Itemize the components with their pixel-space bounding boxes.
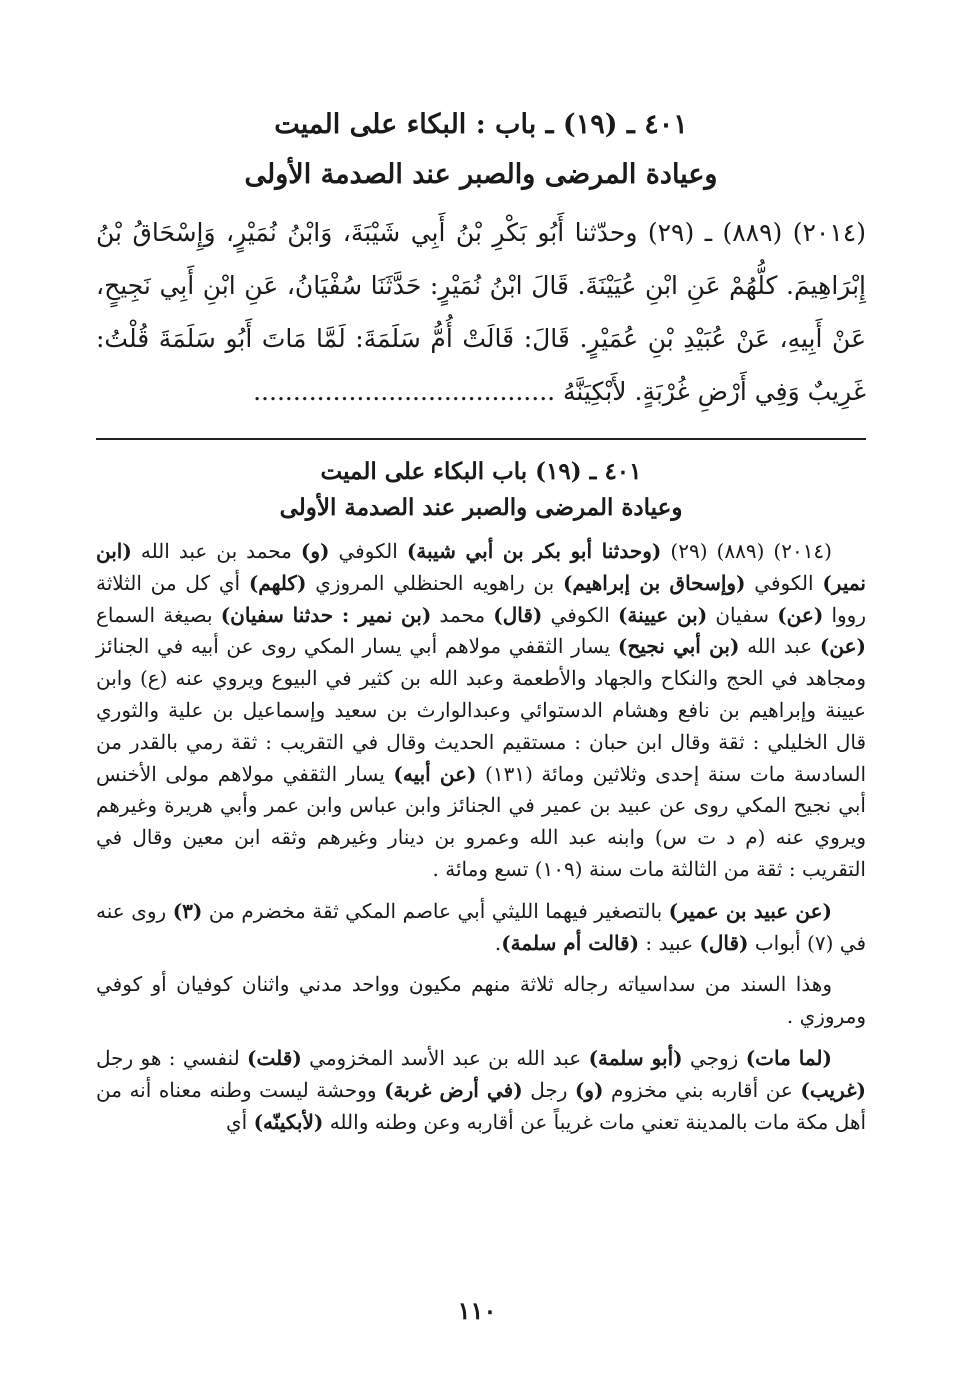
hadith-section [96,100,866,418]
hadith-heading-line2: وعيادة المرضى والصبر عند الصدمة الأولى [244,159,718,190]
sharh-paragraph-1: (٢٠١٤) (٨٨٩) (٢٩) (وحدثنا أبو بكر بن أبي شيبة) الكوفي (و) محمد بن عبد الله (ابن نمير) الكوفي (وإسحاق بن إبراهيم) بن راهويه الحنظلي المروزي (كلهم) أي كل من الثلاثة رووا (عن) سفيان (بن عيينة) الكوفي (قال) محمد (بن نمير : حدثنا سفيان) بصيغة السماع (عن) عبد الله (بن أبي نجيح) يسار الثقفي مولاهم أبي يسار المكي روى عن أبيه في الجنائز ومجاهد في الحج والنكاح والجهاد والأطعمة وعبد الله بن كثير في البيوع ويروي عنه (ع) وابن عيينة وإبراهيم بن نافع وهشام الدستوائي وعبدالوارث بن سعيد وإسماعيل بن علية والثوري قال الخليلي : ثقة وقال ابن حبان : مستقيم الحديث وقال في التقريب : ثقة رمي بالقدر من السادسة مات سنة إحدى وثلاثين ومائة (١٣١) (عن أبيه) يسار الثقفي مولاهم مولى الأخنس أبي نجيح المكي روى عن عبيد بن عمير في الجنائز وابن عباس وابن عمر وأبي هريرة وغيرهم ويروي عنه (م د ت س) وابنه عبد الله وعمرو بن دينار وغيرهم وثقه ابن معين وقال في التقريب : ثقة من الثالثة مات سنة (١٠٩) تسع ومائة . [96,539,866,881]
sharh-section [96,454,866,1138]
hadith-text: (٢٠١٤) (٨٨٩) ـ (٢٩) وحدّثنا أَبُو بَكْرِ بْنُ أَبِي شَيْبَةَ، وَابْنُ نُمَيْرٍ، وَإِسْحَاقُ بْنُ إِبْرَاهِيمَ. كلُّهُمْ عَنِ ابْنِ عُيَيْنَةَ. قَالَ ابْنُ نُمَيْرٍ: حَدَّثَنَا سُفْيَانُ، عَنِ ابْنِ أَبِي نَجِيحٍ، عَنْ أَبِيهِ، عَنْ عُبَيْدِ بْنِ عُمَيْرٍ. قَالَ: قَالَتْ أُمُّ سَلَمَةَ: لَمَّا مَاتَ أَبُو سَلَمَةَ قُلْتُ: غَرِيبٌ وَفِي أَرْضِ غُرْبَةٍ. لأَبْكِيَنَّهُ ...................................... [96,218,866,406]
sharh-paragraph-2: (عن عبيد بن عمير) بالتصغير فيهما الليثي أبي عاصم المكي ثقة مخضرم من (٣) روى عنه في (٧) أبواب (قال) عبيد : (قالت أم سلمة). [96,898,866,955]
sharh-heading-line2: وعيادة المرضى والصبر عند الصدمة الأولى [279,494,683,521]
page-number: ١١٠ [457,1296,497,1325]
hadith-heading-line1: ٤٠١ ـ (١٩) ـ باب : البكاء على الميت [274,109,688,140]
sharh-heading [96,454,866,526]
sharh-heading-line1: ٤٠١ ـ (١٩) باب البكاء على الميت [320,458,642,485]
sharh-paragraph-3: وهذا السند من سداسياته رجاله ثلاثة منهم مكيون وواحد مدني واثنان كوفيان أو كوفي ومروزي . [96,972,866,1029]
section-divider [96,438,866,440]
sharh-paragraph-4: (لما مات) زوجي (أبو سلمة) عبد الله بن عبد الأسد المخزومي (قلت) لنفسي : هو رجل (غريب) عن أقاربه بني مخزوم (و) رجل (في أرض غربة) ووحشة ليست وطنه معناه أنه من أهل مكة مات بالمدينة تعني مات غريباً عن أقاربه وعن وطنه والله (لأبكينّه) أي [96,1045,867,1134]
